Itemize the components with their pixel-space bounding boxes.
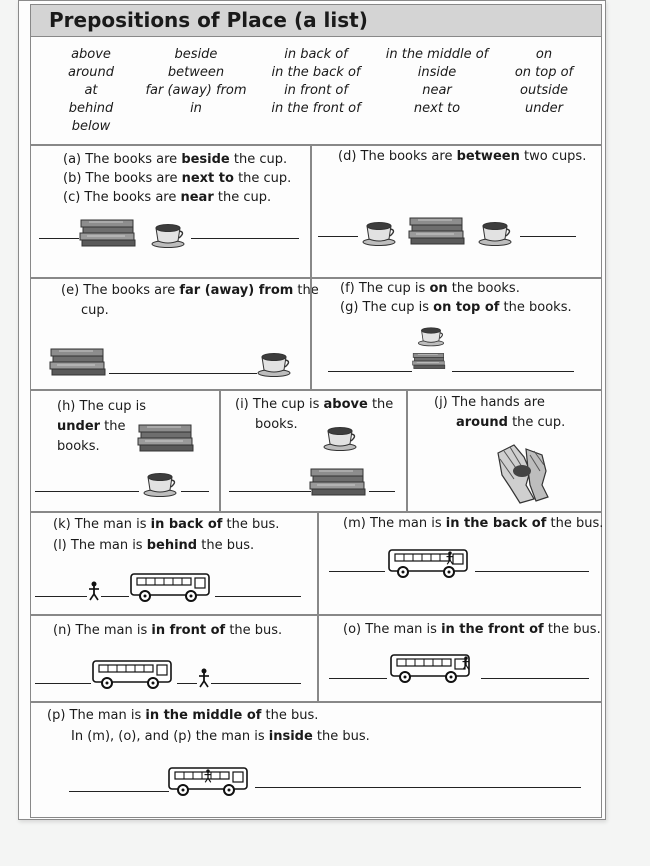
- ground-line: [520, 236, 576, 237]
- ground-line: [35, 596, 87, 597]
- ground-line: [181, 491, 209, 492]
- word-column-3: [266, 46, 366, 118]
- word-item: inside: [417, 65, 457, 80]
- ground-line: [329, 571, 385, 572]
- cup-icon: [141, 471, 179, 497]
- hands-around-cup-icon: [490, 441, 552, 505]
- man-icon: [461, 656, 471, 670]
- cup-icon: [255, 351, 293, 377]
- word-item: outside: [520, 83, 568, 98]
- example-n: (n) The man is in front of the bus.: [53, 623, 283, 638]
- word-item: under: [524, 101, 564, 116]
- ground-line: [369, 491, 395, 492]
- bus-icon: [387, 547, 471, 579]
- example-e-cont: cup.: [81, 303, 109, 318]
- ground-line: [35, 491, 139, 492]
- word-column-1: [51, 46, 131, 136]
- word-item: near: [422, 83, 452, 98]
- man-icon: [197, 668, 211, 688]
- word-item: in the front of: [271, 101, 361, 116]
- ground-line: [329, 678, 387, 679]
- word-item: below: [71, 119, 111, 134]
- example-h-cont2: books.: [57, 439, 100, 454]
- ground-line: [328, 371, 412, 372]
- word-item: next to: [413, 101, 461, 116]
- example-m: (m) The man is in the back of the bus.: [343, 516, 604, 531]
- example-b: (b) The books are next to the cup.: [63, 171, 292, 186]
- example-box-i: [220, 390, 407, 512]
- example-p: (p) The man is in the middle of the bus.: [47, 708, 319, 723]
- books-icon: [412, 347, 446, 375]
- ground-line: [318, 236, 358, 237]
- ground-line: [475, 571, 589, 572]
- example-p-note: In (m), (o), and (p) the man is inside the bus.: [71, 729, 370, 744]
- word-item: in front of: [284, 83, 348, 98]
- ground-line: [191, 238, 299, 239]
- word-item: on: [535, 47, 553, 62]
- example-g: (g) The cup is on top of the books.: [340, 300, 572, 315]
- ground-line: [215, 596, 301, 597]
- example-box-n: [30, 615, 318, 702]
- ground-line: [229, 491, 311, 492]
- cup-icon: [149, 222, 187, 248]
- example-j: (j) The hands are: [434, 395, 545, 410]
- word-item: beside: [174, 47, 218, 62]
- word-item: behind: [68, 101, 114, 116]
- ground-line: [39, 238, 79, 239]
- example-a: (a) The books are beside the cup.: [63, 152, 288, 167]
- example-o: (o) The man is in the front of the bus.: [343, 622, 601, 637]
- example-box-o: [318, 615, 602, 702]
- ground-line: [211, 683, 301, 684]
- word-item: at: [84, 83, 98, 98]
- example-i-cont: books.: [255, 417, 298, 432]
- example-c: (c) The books are near the cup.: [63, 190, 272, 205]
- cup-icon: [321, 425, 359, 451]
- ground-line: [69, 791, 169, 792]
- title-bar: [30, 4, 602, 37]
- cup-icon: [476, 220, 514, 246]
- ground-line: [255, 787, 581, 788]
- cup-icon: [360, 220, 398, 246]
- word-item: around: [68, 65, 114, 80]
- word-column-5: [503, 46, 585, 118]
- example-box-p: [30, 702, 602, 818]
- example-box-e: [30, 278, 319, 390]
- example-box-m: [318, 512, 602, 615]
- ground-line: [177, 683, 197, 684]
- example-l: (l) The man is behind the bus.: [53, 538, 255, 553]
- example-i: (i) The cup is above the: [235, 397, 394, 412]
- page-title: Prepositions of Place (a list): [49, 8, 368, 32]
- ground-line: [452, 371, 574, 372]
- man-icon: [445, 551, 455, 565]
- books-icon: [79, 218, 137, 248]
- books-icon: [137, 423, 195, 453]
- example-f: (f) The cup is on the books.: [340, 281, 520, 296]
- word-item: above: [71, 47, 111, 62]
- word-column-2: [141, 46, 251, 118]
- example-box-kl: [30, 512, 318, 615]
- ground-line: [35, 683, 91, 684]
- bus-icon: [129, 571, 213, 603]
- example-h: (h) The cup is: [57, 399, 146, 414]
- bus-icon: [91, 658, 175, 690]
- word-item: between: [167, 65, 225, 80]
- example-box-d: [311, 145, 602, 278]
- word-item: in: [190, 101, 202, 116]
- preposition-word-list: [30, 37, 602, 145]
- man-icon: [87, 581, 101, 601]
- books-icon: [408, 216, 466, 246]
- ground-line: [109, 373, 257, 374]
- word-item: far (away) from: [145, 83, 247, 98]
- word-column-4: [381, 46, 493, 118]
- books-icon: [309, 467, 367, 497]
- example-d: (d) The books are between two cups.: [338, 149, 587, 164]
- cup-icon: [416, 325, 446, 347]
- example-box-h: [30, 390, 220, 512]
- example-k: (k) The man is in back of the bus.: [53, 517, 280, 532]
- example-e: (e) The books are far (away) from the: [61, 283, 319, 298]
- word-item: in the back of: [271, 65, 361, 80]
- example-box-fg: [311, 278, 602, 390]
- word-item: in the middle of: [385, 47, 489, 62]
- word-item: in back of: [284, 47, 348, 62]
- example-box-j: [407, 390, 602, 512]
- books-icon: [49, 347, 107, 377]
- example-h-cont: under the: [57, 419, 126, 434]
- word-item: on top of: [514, 65, 574, 80]
- example-box-abc: [30, 145, 311, 278]
- ground-line: [101, 596, 129, 597]
- ground-line: [481, 678, 589, 679]
- example-j-cont: around the cup.: [456, 415, 566, 430]
- man-icon: [203, 769, 213, 783]
